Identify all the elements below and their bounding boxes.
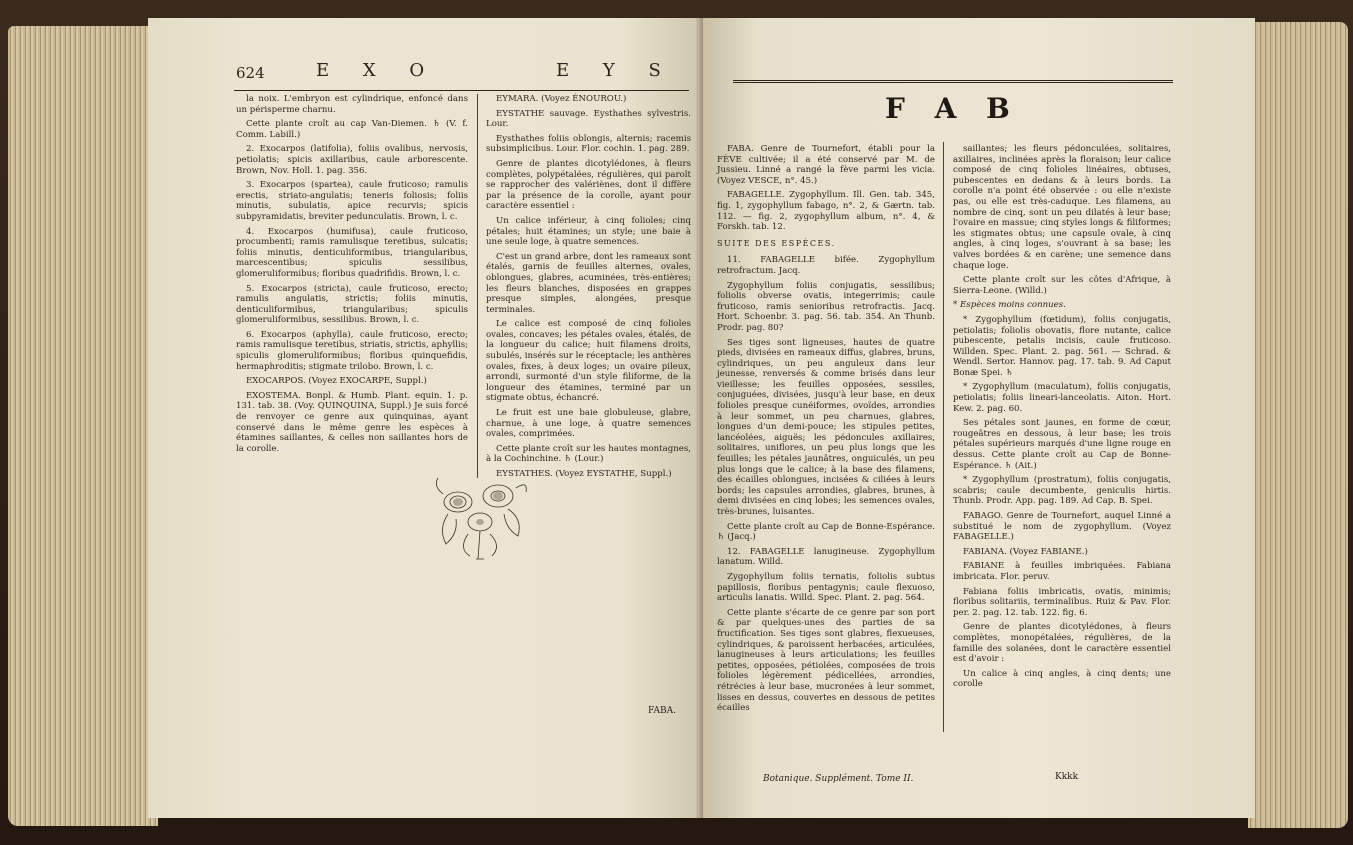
flower-vignette-illustration <box>428 474 538 568</box>
left-page-column-1 <box>236 94 468 458</box>
paragraph: Le calice est composé de cinq folioles ovales, concaves; les pétales ovales, étalés, de la longueur du calice; huit filamens droits, subulés, insérés sur le réceptacle; les anthères ovales, fixes, à deux loges; un ovaire pileux, arrondi, surmonté d'un style filiforme, de la longueur des étamines, terminé par un stigmate obtus, échancré. <box>486 319 691 404</box>
paragraph: Eysthathes foliis oblongis, alternis; racemis subsimplicibus. Lour. Flor. cochin. 1. pag. 289. <box>486 133 691 155</box>
paragraph: Zygophyllum foliis conjugatis, sessilibus; foliolis obverse ovatis, integerrimis; caule fruticoso, ramis senioribus retrofractis. Jacq. Hort. Schoenbr. 3. pag. 56. tab. 354. An Thunb. Prodr. pag. 80? <box>717 280 935 333</box>
header-ornament-rule <box>733 80 1173 83</box>
paragraph: la noix. L'embryon est cylindrique, enfoncé dans un périsperme charnu. <box>236 94 468 115</box>
open-book <box>8 18 1348 840</box>
paragraph: 3. Exocarpos (spartea), caule fruticoso; ramulis erectis, striato-angulatis; teneris foliosis; foliis minutis, subulatis, apice recurvis; spicis subpyramidatis, breviter pedunculatis. Brown, l. c. <box>236 180 468 222</box>
paragraph: EYSTATHE sauvage. Eysthathes sylvestris. Lour. <box>486 108 691 130</box>
signature-mark: Kkkk <box>1055 772 1079 782</box>
paragraph: 11. FABAGELLE bifée. Zygophyllum retrofractum. Jacq. <box>717 255 935 276</box>
paragraph: EXOCARPOS. (Voyez EXOCARPE, Suppl.) <box>246 376 427 387</box>
paragraph: Genre de plantes dicotylédones, à fleurs complètes, polypétalées, régulières, qui paroît se rapprocher des valériènes, dont il diffère par la présence de la corolle, ayant pour caractère essentiel : <box>486 158 691 212</box>
header-rule <box>234 90 689 91</box>
right-page-column-1 <box>717 144 935 718</box>
paragraph: EYSTATHES. (Voyez EYSTATHE, Suppl.) <box>496 469 672 479</box>
left-page-column-2 <box>486 94 691 484</box>
paragraph: * Zygophyllum (maculatum), foliis conjugatis, petiolatis; foliis lineari-lanceolatis. Aiton. Hort. Kew. 2. pag. 60. <box>953 382 1171 414</box>
paragraph: 4. Exocarpos (humifusa), caule fruticoso, procumbenti; ramis ramulisque teretibus, sulcatis; foliis minutis, denticuliformibus, triangularibus, marcescentibus; spiculis sessilibus, glomeruliformibus; floribus quadrifidis. Brown, l. c. <box>236 226 468 279</box>
paragraph: Ses pétales sont jaunes, en forme de cœur, rougeâtres en dessous, à leur base; les trois pétales supérieurs marqués d'une ligne rouge en dessus. Cette plante croît au Cap de Bonne-Espérance. ♄ (Ait.) <box>953 418 1171 471</box>
paragraph: Un calice à cinq angles, à cinq dents; une corolle <box>953 668 1171 690</box>
paragraph: FABIANA. (Voyez FABIANE.) <box>963 546 1088 557</box>
paragraph: Cette plante croît sur les hautes montagnes, à la Cochinchine. ♄ (Lour.) <box>486 443 691 465</box>
right-page <box>703 18 1255 818</box>
paragraph: Un calice inférieur, à cinq folioles; cinq pétales; huit étamines; un style; une baie à une seule loge, à quatre semences. <box>486 215 691 248</box>
paragraph: Genre de plantes dicotylédones, à fleurs complètes, monopétalées, régulières, de la famille des solanées, dont le caractère essentiel est d'avoir : <box>953 622 1171 665</box>
right-page-column-2 <box>953 144 1171 694</box>
subsection-heading: * Espèces moins connues. <box>953 300 1066 311</box>
paragraph: FABIANE à feuilles imbriquées. Fabiana imbricata. Flor. peruv. <box>953 561 1171 582</box>
page-title: F A B <box>885 92 1020 125</box>
paragraph: Le fruit est une baie globuleuse, glabre, charnue, à une loge, à quatre semences ovales, comprimées. <box>486 408 691 440</box>
paragraph: Cette plante croît au Cap de Bonne-Espérance. ♄ (Jacq.) <box>717 521 935 543</box>
paragraph: FABAGO. Genre de Tournefort, auquel Linné a substitué le nom de zygophyllum. (Voyez FABAGELLE.) <box>953 511 1171 543</box>
left-page-edges <box>8 26 158 826</box>
paragraph: Zygophyllum foliis ternatis, foliolis subtus papillosis, floribus pentagynis; caule flexuoso, articulis lanatis. Willd. Spec. Plant. 2. pag. 564. <box>717 571 935 604</box>
page-number: 624 <box>236 64 265 82</box>
running-head-right: E Y S <box>556 60 675 81</box>
paragraph: EYMARA. (Voyez ÉNOUROU.) <box>496 94 627 104</box>
paragraph: Cette plante croît sur les côtes d'Afrique, à Sierra-Leone. (Willd.) <box>953 275 1171 296</box>
paragraph: EXOSTEMA. Bonpl. & Humb. Plant. equin. 1. p. 131. tab. 38. (Voy. QUINQUINA, Suppl.) Je suis forcé de renvoyer ce genre aux quinquinas, ayant conservé dans le même genre les espèces à étamines saillantes, & celles non saillantes hors de la corolle. <box>236 390 468 454</box>
page-footer: Botanique. Supplément. Tome II. <box>763 774 914 784</box>
paragraph: 5. Exocarpos (stricta), caule fruticoso, erecto; ramulis angulatis, strictis; foliis minutis, denticuliformibus, triangularibus; spiculis glomeruliformibus, sessilibus. Brown, l. c. <box>236 283 468 326</box>
paragraph: * Zygophyllum (prostratum), foliis conjugatis, scabris; caule decumbente, geniculis hirtis. Thunb. Prodr. App. pag. 189. Ad Cap. B. Spei. <box>953 475 1171 507</box>
paragraph: 2. Exocarpos (latifolia), foliis ovalibus, nervosis, petiolatis; spicis axillaribus, caule arborescente. Brown, Nov. Holl. 1. pag. 356. <box>236 144 468 176</box>
running-head-left: E X O <box>316 60 439 81</box>
paragraph: 6. Exocarpos (aphylla), caule fruticoso, erecto; ramis ramulisque teretibus, striatis, strictis, aphyllis; spiculis glomeruliformibus; floribus quinquefidis, hermaphroditis; stigmate trilobo. Brown, l. c. <box>236 329 468 372</box>
paragraph: saillantes; les fleurs pédonculées, solitaires, axillaires, inclinées après la floraison; leur calice composé de cinq folioles linéaires, obtuses, pubescentes en dedans & à leurs bords. La corolle n'a point été observée : ou elle n'existe pas, ou elle est très-caduque. Les filamens, au nombre de cinq, sont un peu dilatés à leur base; l'ovaire en massue; cinq styles longs & filiformes; les stigmates obtus; une capsule ovale, à cinq angles, à cinq loges, s'ouvrant à sa base; les valves bordées & en carène; une semence dans chaque loge. <box>953 144 1171 271</box>
paragraph: Cette plante s'écarte de ce genre par son port & par quelques-unes des parties de sa fructification. Ses tiges sont glabres, flexueuses, cylindriques, & paroissent herbacées, articulées, lanugineuses à leurs articulations; les feuilles petites, opposées, pétiolées, composées de trois folioles légèrement pédicellées, arrondies, rétrécies à leur base, mucronées à leur sommet, lisses en dessus, couvertes en dessous de petites écailles <box>717 607 935 714</box>
paragraph: * Zygophyllum (fœtidum), foliis conjugatis, petiolatis; foliolis obovatis, flore nutante, calice pubescente, petalis incisis, caule fruticoso. Willden. Spec. Plant. 2. pag. 561. — Schrad. & Wendl. Sertor. Hannov. pag. 17. tab. 9. Ad Caput Bonæ Spei. ♄ <box>953 314 1171 378</box>
column-divider <box>477 94 478 478</box>
paragraph: 12. FABAGELLE lanugineuse. Zygophyllum lanatum. Willd. <box>717 546 935 568</box>
paragraph: C'est un grand arbre, dont les rameaux sont étalés, garnis de feuilles alternes, ovales, oblongues, glabres, acuminées, très-entières; les fleurs blanches, disposées en grappes presque simples, alongées, presque terminales. <box>486 251 691 315</box>
catchword: FABA. <box>648 706 676 716</box>
column-divider <box>943 142 944 732</box>
left-page <box>148 18 703 818</box>
paragraph: FABA. Genre de Tournefort, établi pour la FÈVE cultivée; il a été conservé par M. de Jussieu. Linné a rangé la fève parmi les vicia. (Voyez VESCE, n°. 45.) <box>717 144 935 186</box>
paragraph: Fabiana foliis imbricatis, ovatis, minimis; floribus solitariis, terminalibus. Ruiz & Pav. Flor. per. 2. pag. 12. tab. 122. fig. 6. <box>953 586 1171 618</box>
paragraph: Ses tiges sont ligneuses, hautes de quatre pieds, divisées en rameaux diffus, glabres, bruns, cylindriques, un peu anguleux dans leur jeunesse, renversés & comme brisés dans leur vieillesse; les feuilles opposées, sessiles, conjuguées, divisées, jusqu'à leur base, en deux folioles presque cunéiformes, ovoïdes, arrondies à leur sommet, un peu charnues, glabres, longues d'un demi-pouce; les stipules petites, lancéolées, aiguës; les pédoncules axillaires, solitaires, uniflores, un peu plus longs que les feuilles; les pétales jaunâtres, onguiculés, un peu plus longs que le calice; à la base des filamens, des écailles oblongues, incisées & ciliées à leurs bords; les capsules arrondies, glabres, brunes, à demi divisées en cinq lobes; les semences ovales, très-brunes, luisantes. <box>717 337 935 517</box>
right-page-edges <box>1248 22 1348 828</box>
paragraph: FABAGELLE. Zygophyllum. Ill. Gen. tab. 345, fig. 1, zygophyllum fabago, n°. 2, & Gærtn. tab. 112. — fig. 2, zygophyllum album, n°. 4, & Forskh. tab. 12. <box>717 190 935 233</box>
section-heading: SUITE DES ESPÈCES. <box>717 238 836 248</box>
paragraph: Cette plante croît au cap Van-Diemen. ♄ (V. f. Comm. Labill.) <box>236 119 468 140</box>
